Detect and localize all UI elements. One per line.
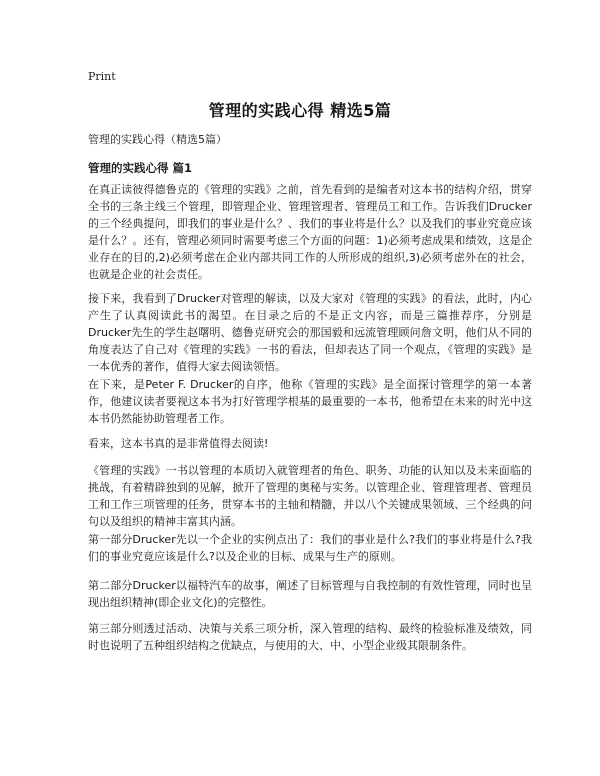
page-title: 管理的实践心得 精选5篇 (208, 101, 392, 120)
paragraph-8: 第三部分则透过活动、决策与关系三项分析，深入管理的结构、最终的检验标准及绩效，同时也说明了五种组织结构之优缺点，与使用的大、中、小型企业级其限制条件。 (88, 622, 532, 652)
paragraph-4: 看来，这本书真的是非常值得去阅读! (88, 437, 269, 450)
print-link[interactable]: Print (88, 70, 116, 83)
paragraph-3: 在下来，是Peter F. Drucker的自序，他称《管理的实践》是全面探讨管理学的第一本著作，他建议读者要视这本书为打好管理学根基的最重要的一本书，他希望在未来的时光中这本书仍然能协助管理者工作。 (88, 378, 532, 425)
paragraph-7: 第二部分Drucker以福特汽车的故事，阐述了目标管理与自我控制的有效性管理，同时也呈现出组织精神(即企业文化)的完整性。 (88, 579, 532, 609)
paragraph-5: 《管理的实践》一书以管理的本质切入就管理者的角色、职务、功能的认知以及未来面临的挑战，有着精辟独到的见解，掀开了管理的奥秘与实务。以管理企业、管理管理者、管理员工和工作三项管理的任务，贯穿本书的主轴和精髓，并以八个关键成果领域、三个经典的问句以及组织的精神丰富其内涵。 (88, 464, 532, 528)
document-subtitle: 管理的实践心得（精选5篇） (88, 133, 227, 146)
paragraph-2: 接下来，我看到了Drucker对管理的解读，以及大家对《管理的实践》的看法，此时，内心产生了认真阅读此书的渴望。在目录之后的不是正文内容，而是三篇推荐序，分别是Drucker先生的学生赵曙明、德鲁克研究会的那国毅和远流管理顾问詹文明，他们从不同的角度表达了自己对《管理的实践》一书的看法，但却表达了同一个观点，《管理的实践》是一本优秀的著作，值得大家去阅读领悟。 (88, 292, 532, 373)
section-heading: 管理的实践心得 篇1 (88, 161, 193, 175)
paragraph-1: 在真正读彼得德鲁克的《管理的实践》之前，首先看到的是编者对这本书的结构介绍，贯穿全书的三条主线三个管理，即管理企业、管理管理者、管理员工和工作。告诉我们Drucker的三个经典提问，即我们的事业是什么？、我们的事业将是什么？以及我们的事业究竟应该是什么？。还有，管理必须同时需要考虑三个方面的问题：1)必须考虑成果和绩效，这是企业存在的目的,2)必须考虑在企业内部共同工作的人所形成的组织,3)必须考虑外在的社会，也就是企业的社会责任。 (88, 183, 532, 281)
paragraph-6: 第一部分Drucker先以一个企业的实例点出了：我们的事业是什么?我们的事业将是什么?我们的事业究竟应该是什么?以及企业的目标、成果与生产的原则。 (88, 533, 532, 563)
